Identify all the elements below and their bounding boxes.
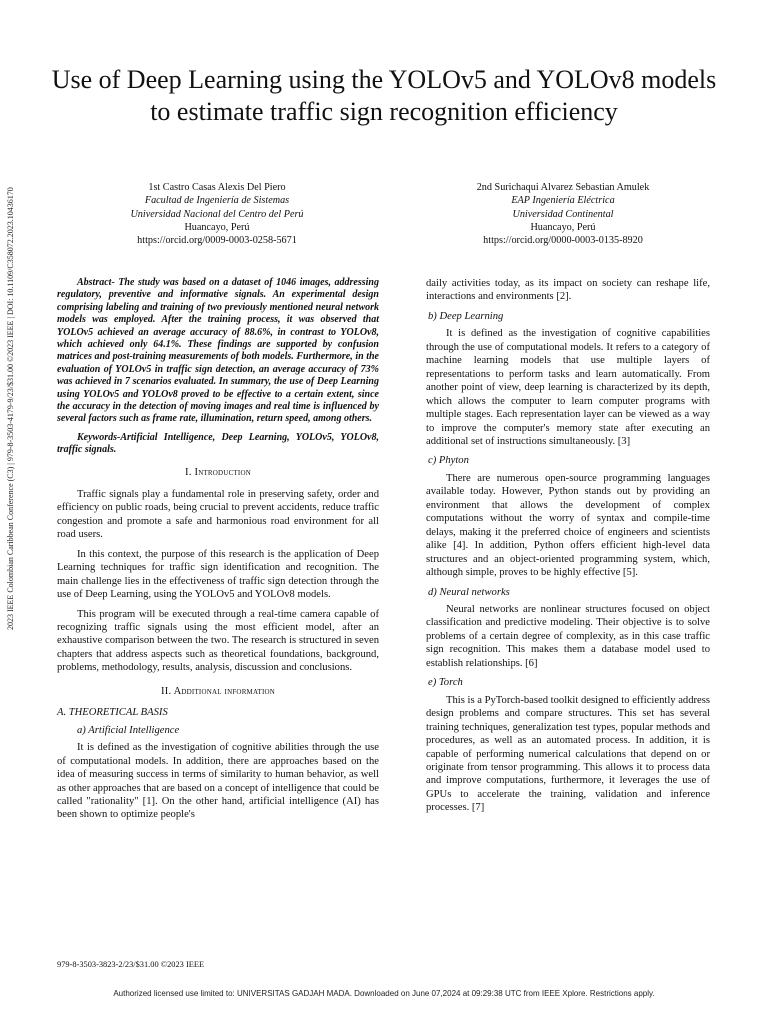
- intro-paragraph: Traffic signals play a fundamental role in preserving safety, order and efficiency on public roads, being crucial to prevent accidents, reduce traffic congestion and promote a safe and harmonious road environment for all road users.: [57, 488, 379, 541]
- copyright-footnote: 979-8-3503-3823-2/23/$31.00 ©2023 IEEE: [57, 960, 205, 969]
- author-name: 2nd Surichaqui Alvarez Sebastian Amulek: [476, 182, 650, 193]
- author-block-2: [403, 181, 723, 247]
- neural-networks-paragraph: Neural networks are nonlinear structures focused on object classification and predictive modeling. Their objective is to solve problems of a certain degree of complexity, as in this case traffic sign recognition. This makes them a database model used to establish relationships. [6]: [426, 603, 710, 669]
- subsection-neural-networks-title: d) Neural networks: [428, 586, 510, 598]
- subsection-python-title: c) Phyton: [428, 455, 469, 467]
- subsection-theoretical-basis: A. THEORETICAL BASIS: [57, 707, 168, 719]
- author-name: 1st Castro Casas Alexis Del Piero: [148, 182, 286, 193]
- author-dept: Facultad de Ingeniería de Sistemas: [144, 195, 290, 207]
- author-city: Huancayo, Perú: [530, 221, 596, 233]
- abstract: Abstract- The study was based on a dataset of 1046 images, addressing regulatory, preventive and informative signals. An experimental design comprising labeling and training of two previously mentioned neural network models was employed. After the training process, it was observed that YOLOv5 achieved an average accuracy of 88.6%, in contrast to YOLOv8, which achieved only 64.1%. These findings are supported by confusion matrices and post-training measurements of both models. Furthermore, in the evaluation of YOLOv5 in traffic sign detection, an average accuracy of 73% was achieved in 7 scenarios evaluated. In summary, the use of Deep Learning using YOLOv5 and YOLOv8 proved to be effective to a certain extent, since the accuracy in the detection of moving images and real time is influenced by several factors such as frame rate, illumination, return speed, among others.: [57, 277, 379, 425]
- subsection-torch-title: e) Torch: [428, 677, 463, 689]
- author-city: Huancayo, Perú: [184, 221, 250, 233]
- author-org: Universidad Continental: [512, 208, 614, 220]
- subsection-deep-learning-title: b) Deep Learning: [428, 310, 504, 322]
- author-orcid[interactable]: https://orcid.org/0000-0003-0135-8920: [483, 235, 643, 246]
- python-paragraph: There are numerous open-source programming languages available today. However, Python stands out by providing an environment that allows the development of complex computations without the worry of syntax and compile-time delays, making it the preferred choice of engineers and scientists alike [4]. In addition, Python offers efficient high-level data structures and an object-oriented programming system, which, although simple, proves to be highly effective [5].: [426, 472, 710, 579]
- ai-paragraph: It is defined as the investigation of cognitive abilities through the use of computational models. In addition, there are approaches based on the idea of measuring success in terms of similarity to human behavior, as well as other approaches that are based on a concept of intelligence that could be called "rationality" [1]. On the other hand, artificial intelligence (AI) has been shown to optimize people's: [57, 742, 379, 821]
- subsection-ai-title: a) Artificial Intelligence: [77, 724, 180, 736]
- deep-learning-paragraph: It is defined as the investigation of cognitive capabilities through the use of computational models. It refers to a category of machine learning models that use multiple layers of representations to perform tasks and learn automatically. From another point of view, deep learning is characterized by its depth, which allows the computer to learn computer programs with multiple stages. Each representation layer can be viewed as a way to improve the computer's memory state after executing an additional set of instructions simultaneously. [3]: [426, 328, 710, 447]
- keywords: Keywords-Artificial Intelligence, Deep Learning, YOLOv5, YOLOv8, traffic signals.: [57, 431, 379, 456]
- section-heading-additional: II. Additional information: [161, 685, 275, 697]
- side-citation: 2023 IEEE Colombian Caribbean Conference (C3) | 979-8-3503-4179-9/23/$31.00 ©2023 IEEE | DOI: 10.1109/C358072.2023.10436170: [6, 187, 15, 630]
- intro-paragraph: This program will be executed through a real-time camera capable of recognizing traffic signals using the most efficient model, after an exhaustive comparison between the two. The research is structured in seven chapters that address aspects such as theoretical foundations, background, problems, methodology, results, analysis, discussion and conclusions.: [57, 608, 379, 674]
- author-block-1: [57, 181, 377, 247]
- ai-paragraph-continued: daily activities today, as its impact on society can reshape life, interactions and environments [2].: [426, 278, 710, 303]
- author-orcid[interactable]: https://orcid.org/0009-0003-0258-5671: [137, 235, 297, 246]
- intro-paragraph: In this context, the purpose of this research is the application of Deep Learning techniques for traffic sign identification and recognition. The main challenge lies in the effectiveness of traffic sign detection through the use of Deep Learning, using the YOLOv5 and YOLOv8 models.: [57, 548, 379, 601]
- section-heading-introduction: I. Introduction: [185, 467, 251, 479]
- license-footer: Authorized licensed use limited to: UNIVERSITAS GADJAH MADA. Downloaded on June 07,2024 at 09:29:38 UTC from IEEE Xplore. Restrictions apply.: [113, 989, 655, 998]
- right-column: [426, 277, 710, 821]
- left-column: [57, 277, 379, 828]
- author-dept: EAP Ingeniería Eléctrica: [511, 195, 615, 207]
- author-org: Universidad Nacional del Centro del Perú: [130, 208, 304, 220]
- torch-paragraph: This is a PyTorch-based toolkit designed to efficiently address design problems and compare structures. This set has several training techniques, generalization test types, popular methods and procedures, as well as an automated process. In addition, it is capable of performing numerical calculations that depend on or originate from tensor programming. This allows it to process data and improve computations, furthermore, it leverages the use of GPUs to accelerate the training, validation and inference processes. [7]: [426, 694, 710, 814]
- paper-title: Use of Deep Learning using the YOLOv5 and YOLOv8 models to estimate traffic sign recognition efficiency: [51, 65, 717, 127]
